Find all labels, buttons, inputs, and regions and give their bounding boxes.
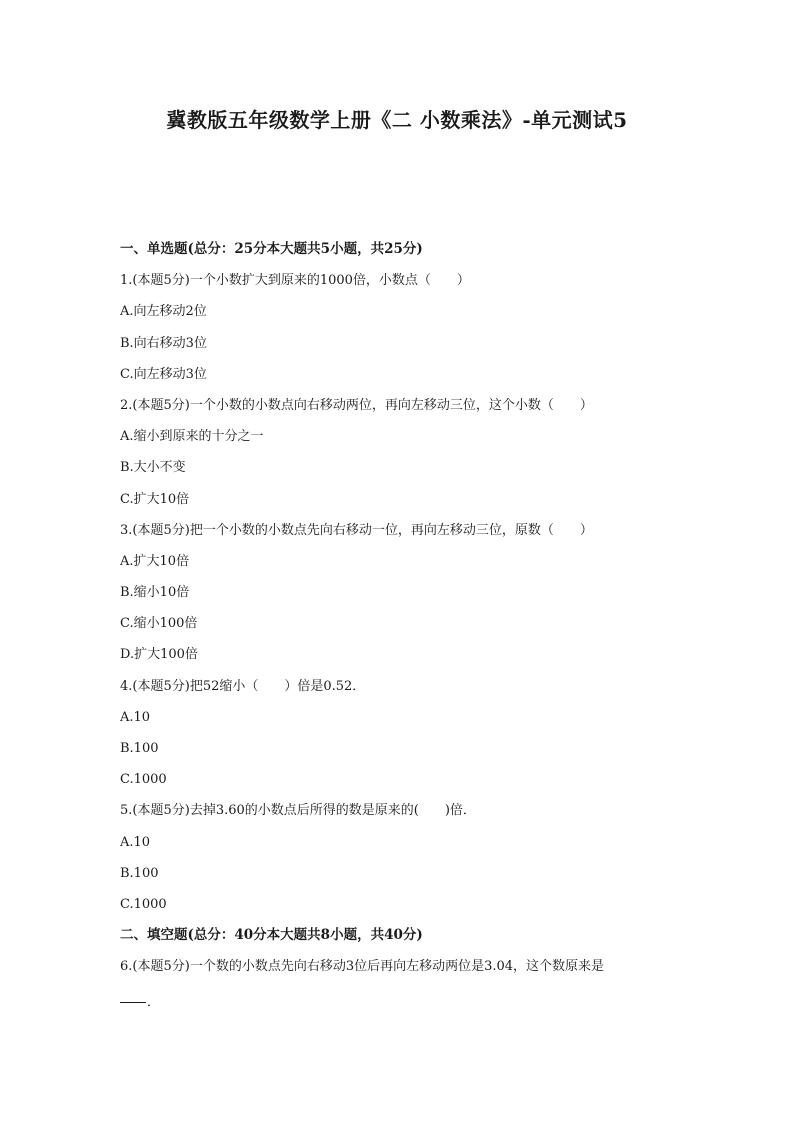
answer-blank[interactable]	[120, 1001, 146, 1003]
question-5-option-a: A.10	[120, 834, 151, 850]
answer-tail: ．	[147, 994, 161, 1010]
question-2-option-c: C.扩大10倍	[120, 491, 190, 507]
question-6-answer-line	[120, 983, 690, 1023]
question-3-option-d: D.扩大100倍	[120, 647, 198, 663]
exam-content	[120, 234, 690, 1023]
question-stem-5: 5.(本题5分)去掉3.60的小数点后所得的数是原来的( )倍．	[120, 803, 476, 819]
question-3-option-a: A.扩大10倍	[120, 553, 190, 569]
question-stem-3: 3.(本题5分)把一个小数的小数点先向右移动一位，再向左移动三位，原数（ ）	[120, 522, 593, 538]
section-heading-single-choice: 一、单选题(总分：25分本大题共5小题，共25分)	[120, 241, 423, 257]
question-stem-1: 1.(本题5分)一个小数扩大到原来的1000倍，小数点（ ）	[120, 273, 470, 289]
question-1-option-c: C.向左移动3位	[120, 366, 207, 382]
question-1-option-b: B.向右移动3位	[120, 335, 207, 351]
question-2-option-a: A.缩小到原来的十分之一	[120, 429, 264, 445]
question-4-option-b: B.100	[120, 741, 159, 756]
question-4-option-a: A.10	[120, 709, 151, 725]
question-stem-6: 6.(本题5分)一个数的小数点先向右移动3位后再向左移动两位是3.04，这个数原来是	[120, 959, 605, 975]
question-5-option-b: B.100	[120, 865, 159, 881]
section-heading-fill-blank: 二、填空题(总分：40分本大题共8小题，共40分)	[120, 927, 423, 944]
question-3-option-b: B.缩小10倍	[120, 585, 190, 601]
question-3-option-c: C.缩小100倍	[120, 616, 198, 632]
question-1-option-a: A.向左移动2位	[120, 304, 207, 320]
question-4-option-c: C.1000	[120, 772, 167, 788]
question-5-option-c: C.1000	[120, 896, 167, 912]
question-2-option-b: B.大小不变	[120, 460, 186, 476]
document-title: 冀教版五年级数学上册《二 小数乘法》-单元测试5	[166, 108, 628, 132]
question-stem-2: 2.(本题5分)一个小数的小数点向右移动两位，再向左移动三位，这个小数（ ）	[120, 397, 593, 413]
question-stem-4: 4.(本题5分)把52缩小（ ）倍是0.52．	[120, 678, 366, 694]
